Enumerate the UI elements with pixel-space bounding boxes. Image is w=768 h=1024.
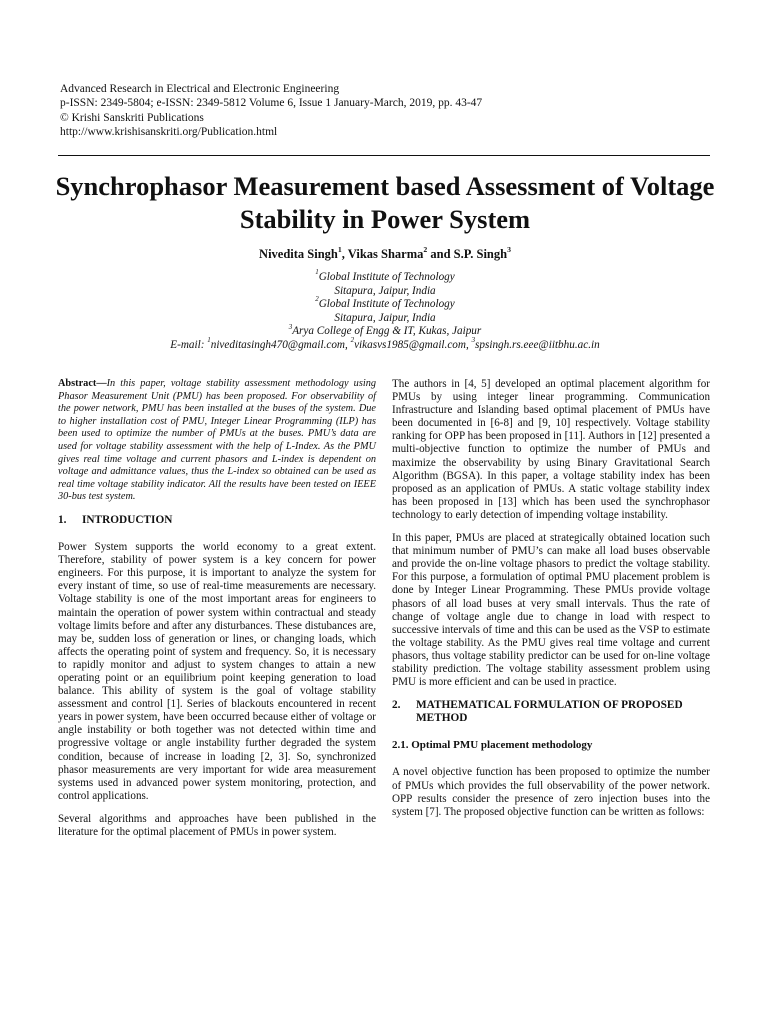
journal-issn: p-ISSN: 2349-5804; e-ISSN: 2349-5812 Volume 6, Issue 1 January-March, 2019, pp. 43-47 [60,97,483,110]
section-title: INTRODUCTION [82,513,173,526]
email-address[interactable]: spsingh.rs.eee@iitbhu.ac.in [475,338,600,351]
left-column [58,378,376,849]
affiliation-sup: 3 [288,322,293,331]
affiliation-place: Sitapura, Jaipur, India [334,284,436,297]
email-label: E-mail: [170,338,208,351]
email-address[interactable]: niveditasingh470@gmail.com, [210,338,351,351]
affiliation-name: $^2$Global Institute of Technology [315,295,455,311]
abstract [58,378,376,504]
affiliation-sup: 2 [315,295,319,304]
affiliation-name: $^1$Global Institute of Technology [315,268,455,283]
email-line [40,336,730,353]
journal-name: Advanced Research in Electrical and Electronic Engineering [60,83,340,95]
math-paragraph-1: A novel objective function has been proposed to optimize the number of PMUs which provides the full observability of the power network. OPP results consider the presence of zero injection buses into the system [7]. The proposed objective function can be written as follows: [392,766,710,818]
header-divider [58,155,710,156]
right-column [392,378,710,829]
abstract-text: In this paper, voltage stability assessment methodology using Phasor Measurement Unit (PMU) has been proposed. For observability of the power network, PMU has been installed at the buses of the system. Due to higher installation cost of PMU, Integer Linear Programming (ILP) has been used to optimize the number of PMUs at the buses. PMU’s data are used for voltage stability assessment with the help of L-Index. As the PMU gives real time voltage and current phasors and L-index is dependent on voltage and admittance values, thus the L-index so obtained can be used as real time voltage stability indicator. All the results have been tested on IEEE 30-bus test system. [58,378,376,503]
author-separator: , [341,247,348,261]
intro-paragraph-3: The authors in [4, 5] developed an optimal placement algorithm for PMUs by using integer linear programming. Communication Infrastructure and Islanding based optimal placement of PMUs have been documented in [6-8] and [9, 10] respectively. Voltage stability ranking for OPP has been proposed in [11]. Authors in [12] presented a multi-objective function to optimize the number of PMUs and maximize the observability by using Binary Gravitational Search Algorithm (BGSA). In this paper, a voltage stability index has been proposed as an application of PMUs. A static voltage stability index has been proposed in [13] which has been used the synchrophasor technology to early detection of impending voltage instability. [392,378,710,521]
section-number: 2. [392,699,401,712]
intro-paragraph-2: Several algorithms and approaches have been published in the literature for the optimal placement of PMUs in power system. [58,812,376,838]
email-sup: 2 [350,336,355,345]
section-heading-math [392,699,710,725]
subsection-heading: 2.1. Optimal PMU placement methodology [392,739,593,752]
affiliation-sup: 1 [315,268,319,277]
affiliations [40,268,730,353]
author-separator: and [427,247,454,261]
email-sup: 3 [471,336,476,345]
affiliation-name: $^3$Arya College of Engg & IT, Kukas, Jaipur [288,322,482,338]
author-name: Nivedita Singh [259,247,338,261]
section-title: MATHEMATICAL FORMULATION OF PROPOSED METHOD [416,699,683,725]
author-line [40,244,730,262]
author-sup: 3 [507,244,511,254]
affiliation-place: Sitapura, Jaipur, India [334,311,436,324]
author-sup: 2 [423,244,428,254]
journal-url[interactable]: http://www.krishisanskriti.org/Publication.html [60,126,278,139]
author-sup: 1 [337,244,342,254]
paper-title: Synchrophasor Measurement based Assessment of Voltage Stability in Power System [55,171,715,234]
email-address[interactable]: vikasvs1985@gmail.com, [354,338,472,351]
intro-paragraph-4: In this paper, PMUs are placed at strategically obtained location such that minimum number of PMU’s can make all load buses observable and provide the on-line voltage phasors to predict the voltage stability. For this purpose, a formulation of optimal PMU placement problem is done by Integer Linear Programming. These PMUs provide voltage phasors of all load buses at very small intervals. Thus the rate of change of voltage angle due to change in load with respect to successive intervals of time and this can be used as the VSP to estimate the voltage stability. As the PMU gives real time voltage and current phasors, thus voltage stability predictor can be used for on-line voltage stability prediction. The voltage stability assessment problem using PMU is more efficient and can be used in practice. [392,532,710,689]
journal-header [60,82,720,140]
author-name: Vikas Sharma [347,247,424,261]
abstract-label: Abstract— [58,378,107,389]
intro-paragraph-1: Power System supports the world economy to a great extent. Therefore, stability of power system is a key concern for power engineers. For this purpose, it is important to analyze the system for every instant of time, so use of real-time measurements are necessary. Voltage stability is one of the most important areas for engineers to maintain the operation of power system within contractual and steady voltage limits before and after any disturbances. These distubances are, may be, sudden loss of generation or lines, or changing loads, which affects the operating point of system and frequency. So, it is necessary to rapidly monitor and adjust to system changes to attain a new operating point or an equilibrium point keeping generation to load balance. This ability of system is the goal of voltage stability assessment and control [1]. Series of blackouts encountered in recent years in power system, have been occurred because either of voltage or angle instability or both together was not detected within time and progressive voltage or angle instability further degraded the system condition, because of increase in loading [2, 3]. So, synchronized phasor measurements are very important for wide area measurement systems used in advanced power system monitoring, protection, and control applications. [58,541,376,802]
section-number: 1. [58,513,67,526]
section-heading-introduction [58,514,376,527]
email-sup: 1 [207,336,211,345]
journal-publisher: © Krishi Sanskriti Publications [60,111,204,124]
author-name: S.P. Singh [453,247,508,261]
